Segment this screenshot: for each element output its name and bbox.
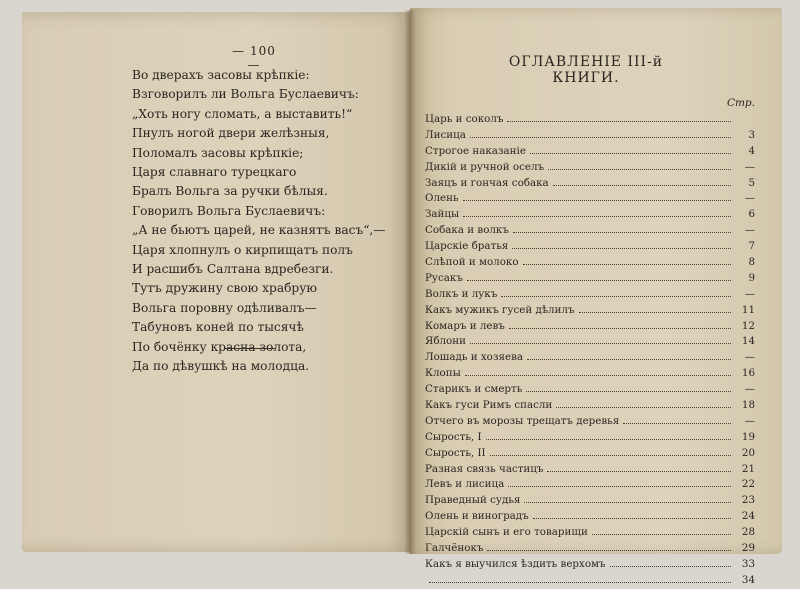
toc-leader-dots: [486, 431, 731, 440]
toc-title: ОГЛАВЛЕНІЕ III-й КНИГИ.: [508, 54, 664, 86]
toc-leader-dots: [524, 494, 731, 503]
toc-entry: [425, 493, 755, 509]
toc-leader-dots: [429, 574, 731, 583]
toc-leader-dots: [513, 224, 731, 233]
poem-line: „А не бьютъ царей, не казнятъ васъ“,—: [132, 223, 386, 238]
toc-entry: [425, 350, 755, 366]
page-column-label: Стр.: [726, 97, 755, 109]
toc-entry: [425, 287, 755, 303]
toc-entry: [425, 462, 755, 478]
book-spine: [404, 10, 416, 554]
toc-entry-page: 16: [741, 367, 755, 380]
toc-entry-title: Царскіе братья: [425, 240, 509, 253]
toc-entry: [425, 112, 755, 128]
toc-leader-dots: [463, 192, 731, 201]
toc-entry: [425, 160, 755, 176]
toc-leader-dots: [507, 113, 731, 122]
toc-entry-title: Слѣпой и молоко: [425, 256, 519, 269]
toc-entry-title: Левъ и лисица: [425, 478, 505, 491]
toc-entry: [425, 509, 755, 525]
toc-entry-title: Какъ я выучился ѣздить верхомъ: [425, 557, 606, 570]
toc-entry: [425, 541, 755, 557]
toc-entry: [425, 239, 755, 255]
toc-leader-dots: [547, 463, 731, 472]
toc-leader-dots: [501, 288, 731, 297]
poem-line: „Хоть ногу сломать, а выставить!“: [132, 106, 353, 121]
toc-entry-page: —: [744, 351, 755, 364]
toc-leader-dots: [523, 256, 731, 265]
toc-entry-page: 7: [748, 240, 755, 253]
toc-entry-page: —: [744, 192, 755, 205]
toc-entry-title: Яблони: [425, 335, 466, 348]
toc-entry-page: 14: [741, 335, 755, 348]
toc-leader-dots: [533, 510, 731, 519]
poem-line: Вольга поровну одѣливалъ—: [132, 300, 317, 315]
toc-entry-page: 18: [741, 399, 755, 412]
poem-line: Табуновъ коней по тысячѣ: [132, 320, 304, 335]
toc-entry-page: 12: [741, 319, 755, 332]
toc-entry-title: Какъ мужикъ гусей дѣлилъ: [425, 303, 575, 316]
poem-line: И расшибъ Салтана вдребезги.: [132, 262, 334, 277]
toc-entry: [425, 477, 755, 493]
toc-leader-dots: [508, 478, 731, 487]
toc-entry: [425, 207, 755, 223]
toc-leader-dots: [610, 558, 731, 567]
toc-leader-dots: [623, 415, 731, 424]
toc-entry-title: Русакъ: [425, 271, 463, 284]
toc-leader-dots: [530, 145, 731, 154]
toc-entry: [425, 191, 755, 207]
toc-entry-page: 21: [741, 462, 755, 475]
toc-entry-title: Старикъ и смерть: [425, 383, 523, 396]
toc-entry: [425, 334, 755, 350]
toc-entry-title: Комаръ и левъ: [425, 319, 505, 332]
toc-leader-dots: [548, 161, 731, 170]
toc-entry-page: 6: [748, 208, 755, 221]
toc-entry-page: —: [744, 414, 755, 427]
toc-entry-title: Лошадь и хозяева: [425, 351, 524, 364]
toc-leader-dots: [527, 351, 731, 360]
toc-leader-dots: [512, 240, 731, 249]
toc-entry: [425, 525, 755, 541]
toc-entry: [425, 573, 755, 589]
toc-entry-title: Царскій сынъ и его товарищи: [425, 526, 588, 539]
toc-entry-page: 19: [741, 430, 755, 443]
toc-leader-dots: [490, 447, 731, 456]
toc-entry-page: 4: [748, 144, 755, 157]
toc-entry: [425, 223, 755, 239]
toc-entry: [425, 319, 755, 335]
poem-line: Царя хлопнулъ о кирпищатъ полъ: [132, 242, 353, 257]
toc-entry: [425, 430, 755, 446]
toc-entry-title: Волкъ и лукъ: [425, 287, 498, 300]
toc-entry-page: —: [744, 287, 755, 300]
toc-entry-page: 20: [741, 446, 755, 459]
toc-entry-page: 11: [741, 303, 755, 316]
toc-entry-title: Лисица: [425, 128, 466, 141]
poem-line: Взговорилъ ли Вольга Буслаевичъ:: [132, 87, 359, 102]
toc-entry-page: 8: [748, 256, 755, 269]
toc-entry-title: Разная связь частицъ: [425, 462, 544, 475]
toc-entry: [425, 446, 755, 462]
toc-entry-page: 33: [741, 557, 755, 570]
poem-line: Пнулъ ногой двери желѣзныя,: [132, 126, 330, 141]
toc-entry-page: 23: [741, 494, 755, 507]
toc-leader-dots: [553, 177, 731, 186]
toc-entry-title: Сырость, II: [425, 446, 486, 459]
poem-line: Да по дѣвушкѣ на молодца.: [132, 359, 310, 374]
toc-entry-page: 22: [741, 478, 755, 491]
toc-leader-dots: [526, 383, 731, 392]
toc-entry-title: Какъ гуси Римъ спасли: [425, 399, 553, 412]
poem-line: Во дверахъ засовы крѣпкіе:: [132, 68, 310, 82]
toc-entry-page: —: [744, 224, 755, 237]
toc-entry: [425, 366, 755, 382]
toc-leader-dots: [463, 208, 731, 217]
toc-entry-title: Сырость, I: [425, 430, 482, 443]
toc-entry: [425, 303, 755, 319]
toc-leader-dots: [509, 320, 731, 329]
toc-entry-title: Собака и волкъ: [425, 224, 509, 237]
toc-entry-page: —: [744, 160, 755, 173]
toc-entry-page: 34: [741, 573, 755, 586]
poem-line: Тутъ дружину свою храбрую: [132, 281, 318, 296]
page-number: — 100 —: [232, 44, 276, 72]
toc-entry: [425, 144, 755, 160]
toc-entry-page: 28: [741, 526, 755, 539]
toc-entry-title: Царь и соколъ: [425, 113, 504, 125]
poem-line: По бочёнку красна золота,: [132, 339, 307, 354]
toc-entry-title: Праведный судья: [425, 494, 521, 507]
toc-entry-title: Зайцы: [425, 208, 460, 221]
section-end-rule: [224, 348, 276, 349]
toc-entry-title: Дикій и ручной оселъ: [425, 160, 545, 173]
toc-entry-title: Заяцъ и гончая собака: [425, 176, 549, 189]
toc-entry-title: Галчёнокъ: [425, 542, 484, 555]
toc-entry: [425, 414, 755, 430]
toc-entry-page: 24: [741, 510, 755, 523]
toc-entry-page: 5: [748, 176, 755, 189]
toc-leader-dots: [470, 335, 731, 344]
toc-entry: [425, 255, 755, 271]
toc-entry-title: Олень и виноградъ: [425, 510, 529, 523]
toc-leader-dots: [470, 129, 731, 138]
toc-entry-page: —: [744, 383, 755, 396]
toc-leader-dots: [579, 304, 731, 313]
poem-line: Царя славнаго турецкаго: [132, 165, 297, 180]
toc-entry: [425, 382, 755, 398]
toc-entry: [425, 398, 755, 414]
toc-entry-title: Олень: [425, 192, 459, 205]
toc-entry: [425, 271, 755, 287]
table-of-contents: [425, 112, 755, 589]
toc-leader-dots: [487, 542, 731, 551]
toc-entry: [425, 176, 755, 192]
poem-line: Бралъ Вольга за ручки бѣлыя.: [132, 184, 328, 199]
toc-entry: [425, 128, 755, 144]
toc-leader-dots: [592, 526, 731, 535]
toc-entry-page: 29: [741, 542, 755, 555]
toc-entry-title: Строгое наказаніе: [425, 144, 526, 157]
toc-leader-dots: [556, 399, 731, 408]
poem-line: Поломалъ засовы крѣпкіе;: [132, 145, 304, 160]
poem-line: Говорилъ Вольга Буслаевичъ:: [132, 203, 326, 218]
toc-entry: [425, 557, 755, 573]
toc-entry-page: 9: [748, 271, 755, 284]
toc-entry-page: 3: [748, 128, 755, 141]
poem-text: [132, 66, 402, 377]
toc-leader-dots: [465, 367, 731, 376]
toc-leader-dots: [467, 272, 731, 281]
toc-entry-title: Клопы: [425, 367, 461, 380]
toc-entry-title: Отчего въ морозы трещатъ деревья: [425, 414, 620, 427]
